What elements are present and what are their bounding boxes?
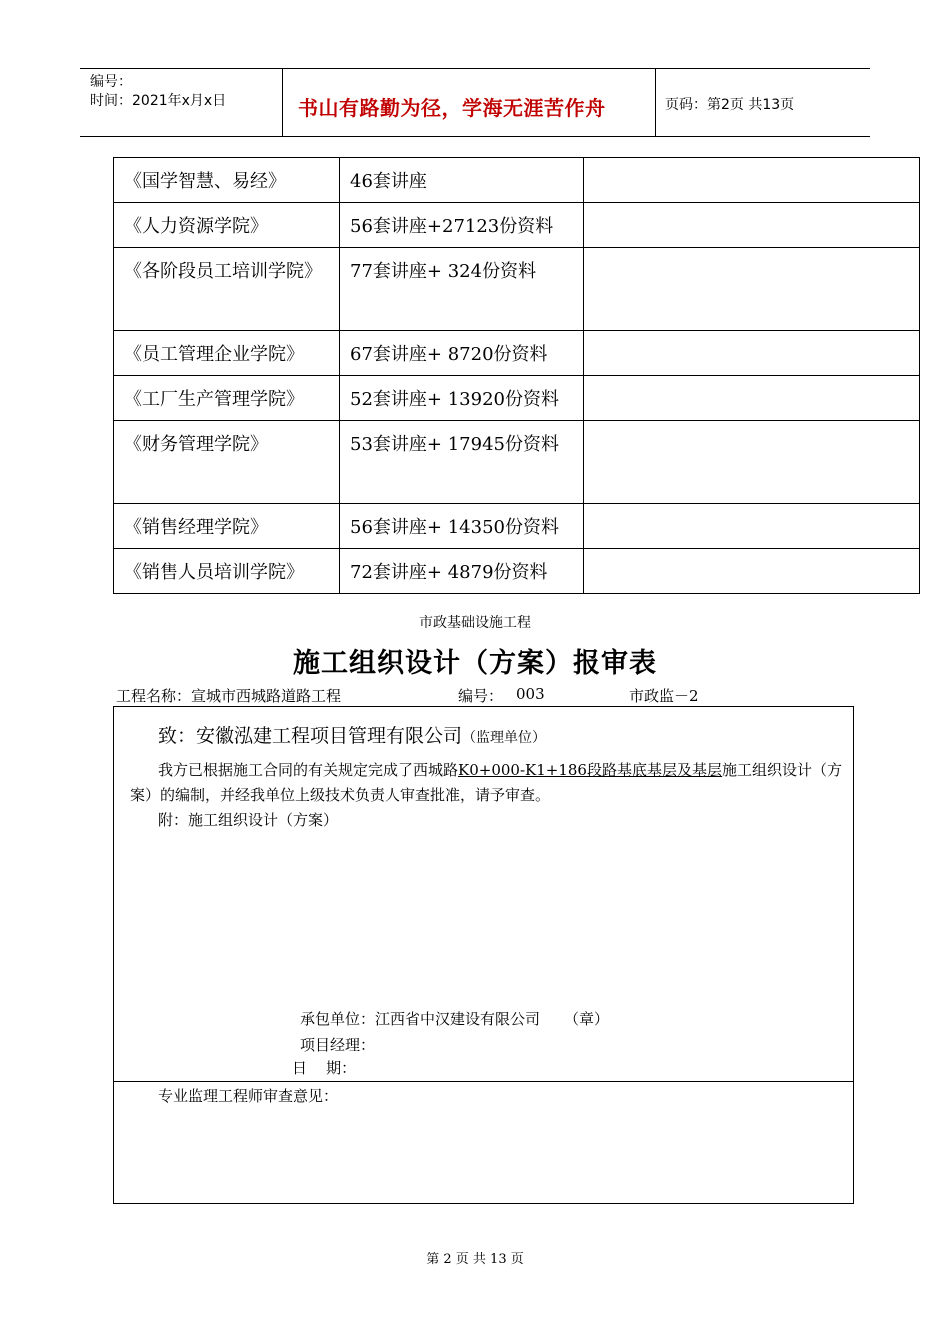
project-manager-label: 项目经理： [300,1036,376,1054]
addressee-company: 安徽泓建工程项目管理有限公司 [196,725,463,747]
catalog-name-cell: 《销售人员培训学院》 [114,549,340,594]
form-code: 市政监－2 [629,687,699,705]
form-subtitle: 市政基础设施工程 [419,615,531,631]
catalog-note-cell [584,421,920,504]
catalog-content-cell: 52套讲座+ 13920份资料 [340,376,584,421]
header-code-label: 编号： [90,74,132,90]
date-label: 日 期： [292,1059,357,1077]
contractor-label: 承包单位：江西省中汉建设有限公司 [300,1010,541,1028]
catalog-note-cell [584,248,920,331]
form-number-value: 003 [516,685,545,703]
catalog-note-cell [584,549,920,594]
addressee-note: （监理单位） [462,730,547,746]
table-row [114,248,920,331]
catalog-content-cell: 46套讲座 [340,158,584,203]
contractor-line [300,1007,609,1032]
catalog-content-cell: 72套讲座+ 4879份资料 [340,549,584,594]
header-bottom-rule [80,136,870,137]
addressee-line [158,721,546,748]
header-motto: 书山有路勤为径，学海无涯苦作舟 [298,96,606,120]
catalog-note-cell [584,331,920,376]
catalog-name-cell: 《财务管理学院》 [114,421,340,504]
addressee-prefix: 致： [158,725,197,747]
project-name-label: 工程名称：宣城市西城路道路工程 [116,687,342,705]
catalog-content-cell: 56套讲座+ 14350份资料 [340,504,584,549]
catalog-name-cell: 《国学智慧、易经》 [114,158,340,203]
body-text-section: K0+000-K1+186段路基底基层及基层 [458,761,722,779]
header-page-label: 页码：第2页 共13页 [665,97,795,113]
header-divider-left [282,68,283,136]
review-opinion-label: 专业监理工程师审查意见： [158,1087,339,1105]
body-text-before: 我方已根据施工合同的有关规定完成了西城路 [158,761,459,779]
table-row [114,331,920,376]
form-number-label: 编号： [458,687,504,705]
table-row [114,421,920,504]
catalog-note-cell [584,504,920,549]
table-row [114,203,920,248]
catalog-content-cell: 67套讲座+ 8720份资料 [340,331,584,376]
page-footer: 第 2 页 共 13 页 [426,1252,524,1267]
body-text-after: 施工组织设计（方案）的编制，并经我单位上级技术负责人审查批准，请予审查。 [130,761,842,804]
form-divider [114,1081,853,1082]
catalog-name-cell: 《销售经理学院》 [114,504,340,549]
catalog-table [113,157,920,594]
header-divider-right [655,68,656,136]
catalog-note-cell [584,376,920,421]
attachment-line: 附：施工组织设计（方案） [158,811,339,829]
catalog-note-cell [584,203,920,248]
header-time-label: 时间：2021年x月x日 [90,93,227,109]
catalog-note-cell [584,158,920,203]
header-top-rule [80,68,870,69]
catalog-content-cell: 53套讲座+ 17945份资料 [340,421,584,504]
table-row [114,549,920,594]
table-row [114,376,920,421]
catalog-content-cell: 77套讲座+ 324份资料 [340,248,584,331]
catalog-name-cell: 《人力资源学院》 [114,203,340,248]
seal-label: （章） [564,1010,610,1028]
catalog-name-cell: 《工厂生产管理学院》 [114,376,340,421]
table-row [114,504,920,549]
catalog-content-cell: 56套讲座+27123份资料 [340,203,584,248]
form-box [113,706,854,1204]
catalog-name-cell: 《各阶段员工培训学院》 [114,248,340,331]
form-title: 施工组织设计（方案）报审表 [293,648,657,679]
catalog-name-cell: 《员工管理企业学院》 [114,331,340,376]
table-row [114,158,920,203]
submission-body [130,758,850,808]
